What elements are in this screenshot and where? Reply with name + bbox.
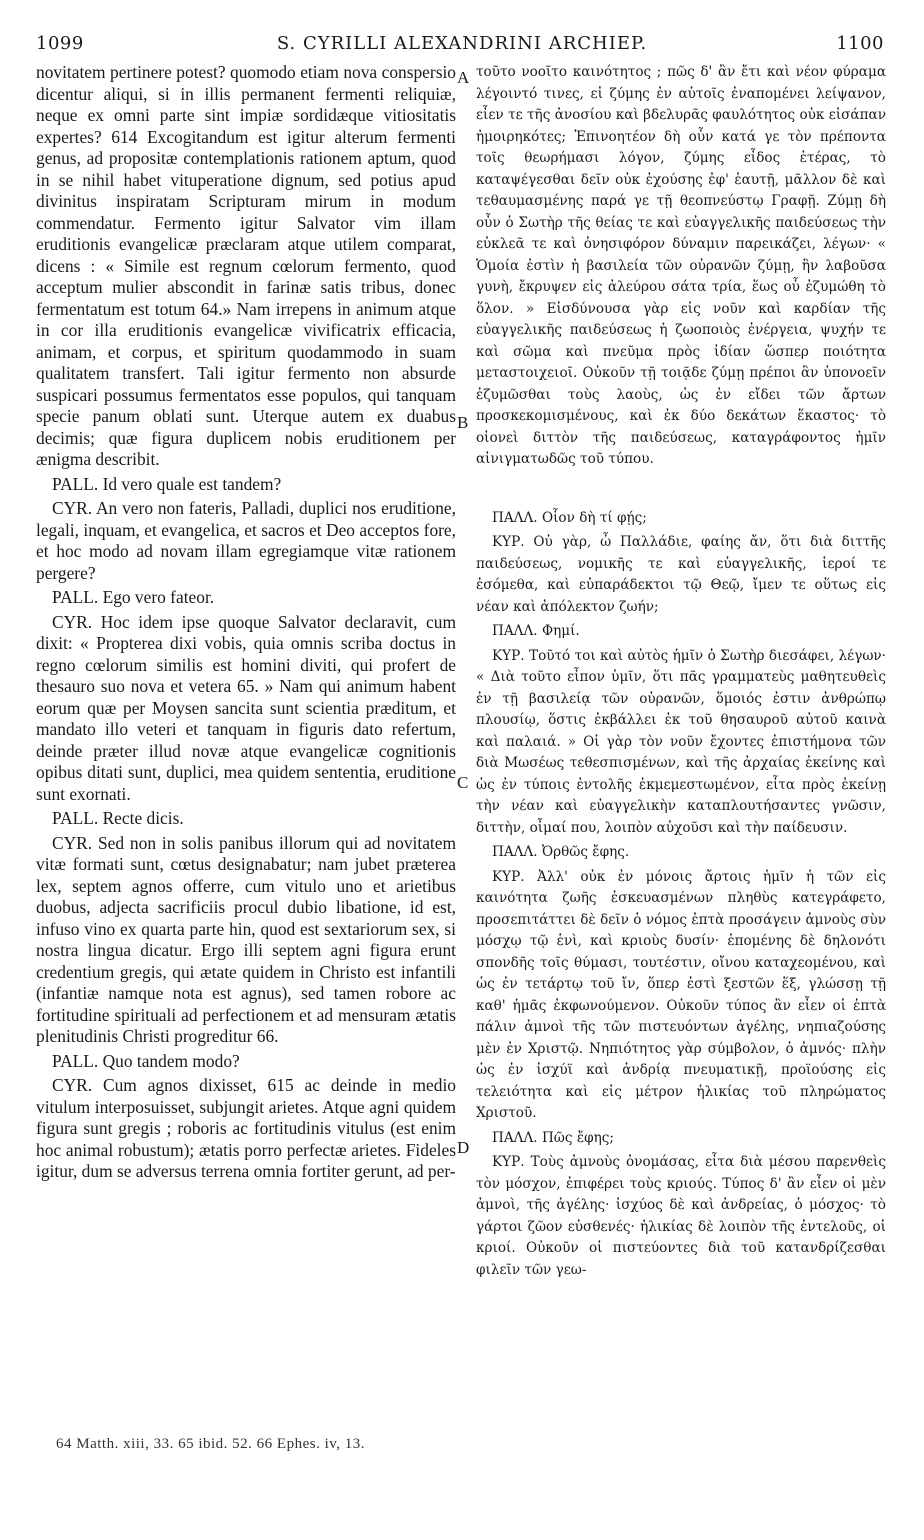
latin-paragraph: CYR. An vero non fateris, Palladi, duplici nos eruditione, legali, inquam, et evangelica, et sacros et Deo acceptos fore, et hoc modo ad novam illam egregiamque vitæ rationem pergere?: [36, 498, 456, 583]
latin-paragraph: CYR. Hoc idem ipse quoque Salvator declaravit, cum dixit: « Propterea dixi vobis, quia omnis scriba doctus in regno cœlorum similis est homini diviti, qui profert de thesauro suo nova et vetera 65. » Nam qui animum habent eorum quæ per Moysen sancita sunt scientia præditum, et mandato illo veteri et tanquam in figuris dato refertum, deinde præter illud novæ atque evangelicæ cognitionis opibus ditati sunt, duplici, mea quidem sententia, eruditione sunt exornati.: [36, 611, 456, 804]
greek-paragraph: ΠΑΛΛ. Φημί.: [492, 623, 580, 639]
greek-paragraph: ΠΑΛΛ. Οἷον δὴ τί φῄς;: [492, 509, 647, 526]
latin-paragraph: PALL. Recte dicis.: [52, 808, 184, 828]
greek-paragraph: ΚΥΡ. Οὐ γὰρ, ὦ Παλλάδιε, φαίης ἄν, ὅτι διὰ διττῆς παιδεύσεως, νομικῆς τε καὶ εὐαγγελικῆς, ἱεροί τε ἐσόμεθα, καὶ εὐπαράδεκτοι τῷ Θεῷ, ἴμεν τε οὕτως εἰς νέαν καὶ ἀπόλεκτον ζωήν;: [476, 534, 886, 615]
greek-paragraph: ΚΥΡ. Τοῦτό τοι καὶ αὐτὸς ἡμῖν ὁ Σωτὴρ διεσάφει, λέγων· « Διὰ τοῦτο εἶπον ὑμῖν, ὅτι πᾶς γραμματεὺς μαθητευθεὶς ἐν τῇ βασιλείᾳ τῶν οὐρανῶν, ὅμοιός ἐστιν ἀνθρώπῳ πλουσίῳ, ὅστις ἐκβάλλει ἐκ τοῦ θησαυροῦ αὐτοῦ καινὰ καὶ παλαιά. » Οἱ γὰρ τὸν νοῦν ἔχοντες ἐπιστήμονα τῶν διὰ Μωσέως τεθεσπισμένων, καὶ τῆς ἀρχαίας ἐκείνης καὶ ὡς ἐν τύποις ἐντολῆς ἐκμεμεστωμένον, εἶτα πρὸς ἐκείνῃ τὴν νέαν καὶ εὐαγγελικὴν καταπλουτήσαντες γνῶσιν, διττὴν, οἶμαί που, λοιπὸν αὐχοῦσι καὶ τὴν παίδευσιν.: [476, 647, 886, 836]
latin-paragraph: CYR. Sed non in solis panibus illorum qui ad novitatem vitæ formati sunt, cœtus designabatur; nam jubet præterea lex, septem agnos offerre, cum vitulo uno et arietibus duobus, adjecta sacrificiis procul dubio libatione, id est, infuso vino ex quarta parte hin, quod est sextariorum sex, si nostra lingua dicatur. Ergo illi septem agni figura erunt credentium gregis, qui ætate quidem in Christo est infantili (infantiæ namque nota est agnus), sed tamen robore ac fortitudine spirituali ad perfectionem et ad mensuram ætatis plenitudinis Christi progreditur 66.: [36, 832, 456, 1046]
latin-paragraph: novitatem pertinere potest? quomodo etiam nova conspersio dicentur aliqui, si in illis permanent fermenti reliquiæ, neque ex omni parte sint impiæ sordidæque vitiositatis expertes? 614 Excogitandum est igitur alterum fermenti genus, ad propositæ contemplationis rationem aptum, quod in se nihil habet vituperatione dignum, sed potius apud divinitus inspiratam Scripturam mirum in modum commendatur. Fermento igitur Salvator vim illam eruditionis evangelicæ præclaram atque utilem comparat, dicens : « Simile est regnum cœlorum fermento, quod acceptum mulier abscondit in farinæ satis tribus, donec fermentatum est totum 64.» Nam irrepens in animum atque in cor illa eruditionis evangelicæ vivificatrix efficacia, animam, et corpus, et spiritum quodammodo in suam qualitatem transfert. Tali igitur fermento non absurde suspicari possumus fermentatos esse populos, qui tanquam specie panum oblati sunt. Uterque autem ex duabus decimis; quæ figura duplicem nobis eruditionem per ænigma describit.: [36, 62, 456, 469]
greek-paragraph: ΠΑΛΛ. Πῶς ἔφης;: [492, 1129, 614, 1146]
greek-paragraph: ΚΥΡ. Τοὺς ἀμνοὺς ὀνομάσας, εἶτα διὰ μέσου παρενθεὶς τὸν μόσχον, ἐπιφέρει τοὺς κριούς. Τύπος δ' ἂν εἶεν οἱ μὲν ἀμνοὶ, τῆς ἀγέλης· ἰσχύος δὲ καὶ ἀνδρείας, ὁ μόσχος· τὸ γάρτοι ζῶον εὐσθενές· ἡλικίας δὲ λοιπὸν τῆς ἐντελοῦς, οἱ κριοί. Οὐκοῦν οἱ πιστεύοντες διὰ τοῦ κατανδρίζεσθαι φιλεῖν τῶν γεω-: [476, 1154, 886, 1278]
footnotes: 64 Matth. xiii, 33. 65 ibid. 52. 66 Ephes. iv, 13.: [56, 1436, 366, 1452]
greek-paragraph: τοῦτο νοοῖτο καινότητος ; πῶς δ' ἂν ἔτι καὶ νέον φύραμα λέγοιντό τινες, εἰ ζύμης ἐν αὐτοῖς ἐναπομένει λείψανον, εἶεν τε τῆς ἀνοσίου καὶ βδελυρᾶς φαυλότητος οὐκ εἰσάπαν ἠμοιρηκότες; Ἐπινοητέον δὴ οὖν κατά γε τὸν πρέποντα τοῖς θεωρήμασι λόγον, ζύμης εἶδος ἑτέρας, τὸ καταψέγεσθαι δεῖν οὐκ ἐχούσης ἐφ' ἑαυτῇ, μᾶλλον δὲ καὶ τεθαυμασμένης παρά γε τῇ θεοπνεύστῳ Γραφῇ. Ζύμῃ δὴ οὖν ὁ Σωτὴρ τῆς θείας τε καὶ εὐαγγελικῆς παιδεύσεως τὴν εὐκλεᾶ τε καὶ ὀνησιφόρον δύναμιν παρεικάζει, λέγων· « Ὁμοία ἐστὶν ἡ βασιλεία τῶν οὐρανῶν ζύμῃ, ἣν λαβοῦσα γυνὴ, ἔκρυψεν εἰς ἀλεύρου σάτα τρία, ἕως οὗ ἐζυμώθη τὸ ὅλον. » Εἰσδύνουσα γὰρ εἰς νοῦν καὶ καρδίαν τῆς εὐαγγελικῆς παιδεύσεως ἡ ζωοποιὸς ἐνέργεια, ψυχήν τε καὶ σῶμα καὶ πνεῦμα πρὸς ἰδίαν ὥσπερ ποιότητα μεταστοιχειοῖ. Οὐκοῦν τῇ τοιᾷδε ζύμῃ πρέποι ἂν ὑπονοεῖν ἐζυμῶσθαι τοὺς λαοὺς, ὡς ἐν εἴδει τῶν ἄρτων προσκεκομισμένους, καὶ ἐκ δύο δεκάτων ἕκαστος· τὸ οἱονεὶ διττὸν τῆς παιδεύσεως, καταγράφοντος ἡμῖν αἰνιγματωδῶς τοῦ τύπου.: [476, 64, 886, 467]
section-marker-b: B: [457, 413, 469, 432]
greek-paragraph: ΚΥΡ. Ἀλλ' οὐκ ἐν μόνοις ἄρτοις ἡμῖν ἡ τῶν εἰς καινότητα ζωῆς ἐσκευασμένων πληθὺς κατεγράφετο, προσεπιτάττει δὲ δεῖν ὁ νόμος ἑπτὰ προσάγειν ἀμνοὺς σὺν μόσχῳ τῷ ἑνὶ, καὶ κριοὺς δυσίν· ἑπομένης δὲ δηλονότι σπονδῆς τοῖς θύμασι, τουτέστιν, οἴνου καταχεομένου, καὶ ὡς ἐν τετάρτῳ τοῦ ἴν, ὅπερ ἐστὶ ξεστῶν ἕξ, γλώσσῃ τῇ καθ' ἡμᾶς ἐκφωνούμενον. Οὐκοῦν τύπος ἂν εἶεν οἱ ἑπτὰ πάλιν ἀμνοὶ τῆς τῶν πιστευόντων ἀγέλης, νηπιαζούσης μὲν ἐν Χριστῷ. Νηπιότητος γὰρ σύμβολον, ὁ ἀμνός· πλὴν ὡς ἐν ἰσχύϊ καὶ ἀνδρίᾳ πνευματικῇ, προϊούσης εἰς τελειότητα καὶ εἰς μέτρον ἡλικίας τοῦ πληρώματος Χριστοῦ.: [476, 868, 886, 1121]
latin-paragraph: PALL. Ego vero fateor.: [52, 587, 215, 607]
running-title: S. CYRILLI ALEXANDRINI ARCHIEP.: [276, 33, 648, 54]
left-page-number: 1099: [36, 33, 84, 54]
section-marker-c: C: [457, 773, 469, 792]
greek-paragraph: ΠΑΛΛ. Ὀρθῶς ἔφης.: [492, 844, 630, 860]
latin-column: [36, 62, 456, 1425]
right-page-number: 1100: [836, 33, 884, 54]
section-marker-a: A: [457, 68, 470, 87]
section-marker-d: D: [457, 1138, 470, 1157]
latin-paragraph: PALL. Id vero quale est tandem?: [52, 473, 282, 494]
latin-paragraph: PALL. Quo tandem modo?: [52, 1050, 240, 1071]
latin-paragraph: CYR. Cum agnos dixisset, 615 ac deinde in medio vitulum interposuisset, subjungit arietes. Atque agni quidem figura sunt gregis ; roboris ac fortitudinis vitulus (est enim hoc animal robustum); ætatis porro perfectæ arietes. Fideles igitur, dum se adversus terrena omnia fortiter gerunt, ad per-: [36, 1075, 456, 1181]
greek-column: [476, 62, 886, 1425]
